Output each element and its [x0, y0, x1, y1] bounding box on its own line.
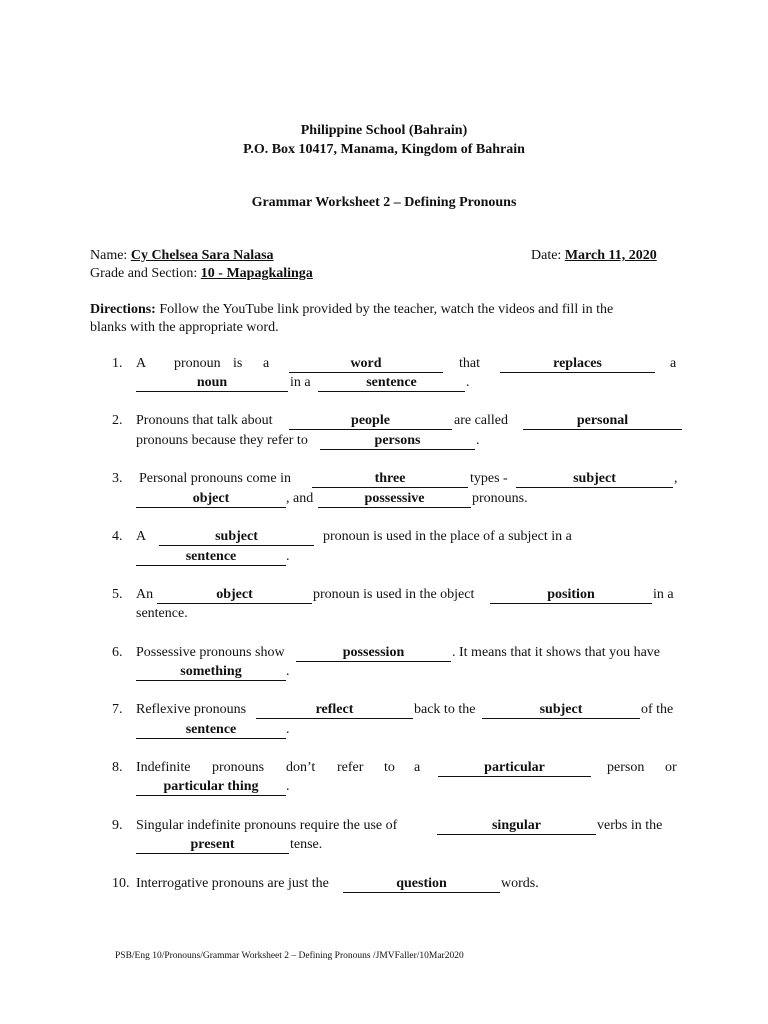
item-text: . It means that it shows that you have	[452, 645, 661, 660]
answer-blank: replaces	[500, 355, 655, 373]
answer-blank: object	[136, 490, 286, 508]
item-text: in a	[290, 375, 311, 390]
item-text: in a	[653, 587, 674, 602]
answer-blank: noun	[136, 374, 288, 392]
answer-blank: reflect	[256, 701, 413, 719]
item-text: Pronouns that talk about	[136, 413, 273, 428]
item-text: Interrogative pronouns are just the	[136, 876, 329, 891]
item-text: pronouns	[212, 760, 265, 775]
item-text: pronouns because they refer to	[136, 433, 308, 448]
item-text: types -	[470, 471, 508, 486]
answer-blank: word	[289, 355, 443, 373]
item-text: Singular indefinite pronouns require the use of	[136, 818, 398, 833]
item-text: A	[136, 356, 147, 371]
answer-blank: sentence	[318, 374, 465, 392]
directions-line1	[90, 301, 613, 319]
answer-blank: possession	[296, 644, 451, 662]
item-number: 10.	[112, 876, 130, 891]
item-text: pronoun is used in the object	[313, 587, 475, 602]
answer-blank: object	[157, 586, 312, 604]
answer-blank: people	[289, 412, 452, 430]
item-text: A	[136, 529, 147, 544]
item-text: refer	[337, 760, 364, 775]
item-number: 9.	[112, 818, 123, 833]
item-text: a	[263, 356, 270, 371]
item-text: ,	[674, 471, 678, 486]
school-name: Philippine School (Bahrain)	[300, 123, 468, 138]
page-footer: PSB/Eng 10/Pronouns/Grammar Worksheet 2 – Defining Pronouns /JMVFaller/10Mar2020	[115, 951, 464, 961]
grade-value: 10 - Mapagkalinga	[200, 266, 313, 281]
grade-label: Grade and Section:	[90, 266, 198, 281]
answer-blank: subject	[159, 528, 314, 546]
name-value: Cy Chelsea Sara Nalasa	[130, 248, 274, 263]
answer-blank: something	[136, 663, 286, 681]
item-text: to	[384, 760, 395, 775]
name-row	[90, 247, 274, 265]
directions-text: Follow the YouTube link provided by the teacher, watch the videos and fill in the	[159, 302, 614, 317]
item-text: or	[665, 760, 677, 775]
answer-blank: subject	[482, 701, 640, 719]
answer-blank: particular thing	[136, 778, 286, 796]
item-text: sentence.	[136, 606, 188, 621]
item-number: 8.	[112, 760, 123, 775]
item-text: Reflexive pronouns	[136, 702, 247, 717]
item-text: of the	[641, 702, 674, 717]
item-text: .	[286, 779, 290, 794]
answer-blank: subject	[516, 470, 673, 488]
item-text: that	[459, 356, 480, 371]
item-text: person	[607, 760, 645, 775]
item-text: Possessive pronouns show	[136, 645, 285, 660]
answer-blank: question	[343, 875, 500, 893]
item-text: don’t	[286, 760, 316, 775]
item-text: .	[466, 375, 470, 390]
worksheet-title: Grammar Worksheet 2 – Defining Pronouns	[251, 195, 517, 210]
date-value: March 11, 2020	[564, 248, 657, 263]
directions-line2: blanks with the appropriate word.	[90, 320, 279, 335]
answer-blank: singular	[437, 817, 596, 835]
item-text: , and	[286, 491, 314, 506]
answer-blank: three	[312, 470, 468, 488]
item-text: pronoun is used in the place of a subject in a	[323, 529, 572, 544]
answer-blank: particular	[438, 759, 591, 777]
item-text: An	[136, 587, 154, 602]
item-text: are called	[454, 413, 509, 428]
answer-blank: sentence	[136, 548, 286, 566]
item-number: 7.	[112, 702, 123, 717]
answer-blank: sentence	[136, 721, 286, 739]
item-text: pronouns.	[472, 491, 528, 506]
item-number: 1.	[112, 356, 123, 371]
name-label: Name:	[90, 248, 128, 263]
item-text: Indefinite	[136, 760, 191, 775]
date-row	[531, 247, 657, 265]
item-text: .	[286, 722, 290, 737]
item-text: pronoun	[174, 356, 221, 371]
answer-blank: persons	[320, 432, 475, 450]
item-text: .	[286, 549, 290, 564]
directions-label: Directions:	[90, 302, 156, 317]
item-text: .	[286, 664, 290, 679]
item-text: is	[233, 356, 243, 371]
item-number: 3.	[112, 471, 123, 486]
item-text: tense.	[290, 837, 323, 852]
answer-blank: possessive	[318, 490, 471, 508]
item-text: Personal pronouns come in	[139, 471, 292, 486]
item-text: verbs in the	[597, 818, 663, 833]
grade-row	[90, 265, 313, 283]
answer-blank: present	[136, 836, 289, 854]
date-label: Date:	[531, 248, 562, 263]
item-number: 5.	[112, 587, 123, 602]
answer-blank: position	[490, 586, 652, 604]
item-number: 2.	[112, 413, 123, 428]
item-text: a	[414, 760, 421, 775]
item-text: words.	[501, 876, 539, 891]
item-number: 4.	[112, 529, 123, 544]
item-number: 6.	[112, 645, 123, 660]
school-address: P.O. Box 10417, Manama, Kingdom of Bahrain	[243, 142, 525, 157]
item-text: .	[476, 433, 480, 448]
item-text: a	[670, 356, 677, 371]
answer-blank: personal	[523, 412, 682, 430]
item-text: back to the	[414, 702, 476, 717]
